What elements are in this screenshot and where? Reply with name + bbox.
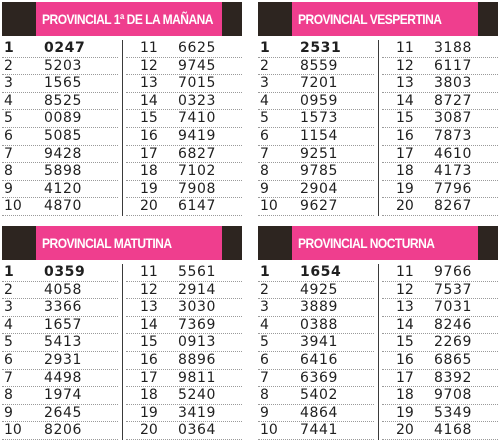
result-row <box>126 405 242 423</box>
result-row <box>258 352 374 370</box>
position-number: 2 <box>260 281 269 298</box>
position-number: 18 <box>140 387 158 404</box>
winning-number: 2269 <box>434 334 473 351</box>
position-number: 8 <box>260 163 269 180</box>
results-column-right <box>382 40 498 216</box>
position-number: 6 <box>4 127 13 144</box>
result-row <box>258 198 374 216</box>
position-number: 2 <box>4 281 13 298</box>
result-row <box>258 146 374 164</box>
result-row <box>126 58 242 76</box>
position-number: 5 <box>4 110 13 127</box>
result-row <box>126 299 242 317</box>
position-number: 15 <box>140 110 158 127</box>
winning-number: 2531 <box>300 40 342 56</box>
winning-number: 5561 <box>178 264 217 280</box>
winning-number: 5898 <box>44 163 83 180</box>
position-number: 15 <box>396 334 414 351</box>
position-number: 11 <box>140 264 158 280</box>
winning-number: 3941 <box>300 334 339 351</box>
position-number: 9 <box>260 180 269 197</box>
winning-number: 7441 <box>300 422 339 439</box>
position-number: 8 <box>4 387 13 404</box>
position-number: 20 <box>396 422 414 439</box>
winning-number: 3087 <box>434 110 473 127</box>
result-row <box>258 334 374 352</box>
position-number: 1 <box>4 264 14 280</box>
winning-number: 0364 <box>178 422 217 439</box>
result-row <box>2 334 118 352</box>
position-number: 16 <box>396 351 414 368</box>
winning-number: 2904 <box>300 180 339 197</box>
position-number: 13 <box>140 75 158 92</box>
result-row <box>258 370 374 388</box>
result-row <box>2 387 118 405</box>
result-row <box>258 40 374 58</box>
winning-number: 8525 <box>44 92 83 109</box>
result-row <box>2 198 118 216</box>
result-row <box>2 58 118 76</box>
winning-number: 5203 <box>44 57 83 74</box>
result-row <box>382 334 498 352</box>
results-table <box>2 40 242 216</box>
position-number: 7 <box>260 145 269 162</box>
result-row <box>382 198 498 216</box>
position-number: 18 <box>396 163 414 180</box>
winning-number: 6625 <box>178 40 217 56</box>
result-row <box>2 181 118 199</box>
results-column-left <box>2 264 118 440</box>
winning-number: 7873 <box>434 127 473 144</box>
winning-number: 9708 <box>434 387 473 404</box>
position-number: 13 <box>140 299 158 316</box>
winning-number: 7102 <box>178 163 217 180</box>
winning-number: 8206 <box>44 422 83 439</box>
result-row <box>382 163 498 181</box>
winning-number: 1573 <box>300 110 339 127</box>
result-row <box>258 282 374 300</box>
winning-number: 8896 <box>178 351 217 368</box>
result-row <box>258 58 374 76</box>
header-dark-block <box>258 2 294 36</box>
winning-number: 0247 <box>44 40 86 56</box>
column-divider <box>378 40 379 216</box>
position-number: 20 <box>140 198 158 215</box>
winning-number: 5349 <box>434 404 473 421</box>
position-number: 6 <box>260 127 269 144</box>
result-row <box>382 264 498 282</box>
result-row <box>382 40 498 58</box>
result-row <box>2 405 118 423</box>
result-row <box>2 40 118 58</box>
position-number: 16 <box>396 127 414 144</box>
header-dark-block <box>258 226 294 260</box>
winning-number: 3030 <box>178 299 217 316</box>
winning-number: 4120 <box>44 180 83 197</box>
result-row <box>126 181 242 199</box>
winning-number: 4864 <box>300 404 339 421</box>
position-number: 3 <box>260 75 269 92</box>
winning-number: 7369 <box>178 316 217 333</box>
result-row <box>258 181 374 199</box>
result-row <box>126 40 242 58</box>
winning-number: 5413 <box>44 334 83 351</box>
position-number: 15 <box>396 110 414 127</box>
position-number: 17 <box>140 369 158 386</box>
result-row <box>258 110 374 128</box>
winning-number: 0359 <box>44 264 86 280</box>
result-row <box>2 370 118 388</box>
winning-number: 2914 <box>178 281 217 298</box>
winning-number: 9785 <box>300 163 339 180</box>
result-row <box>258 75 374 93</box>
position-number: 18 <box>396 387 414 404</box>
result-row <box>2 128 118 146</box>
position-number: 9 <box>260 404 269 421</box>
result-row <box>382 110 498 128</box>
result-row <box>258 422 374 440</box>
winning-number: 5240 <box>178 387 217 404</box>
result-row <box>258 387 374 405</box>
winning-number: 5085 <box>44 127 83 144</box>
winning-number: 4870 <box>44 198 83 215</box>
result-row <box>382 299 498 317</box>
result-row <box>2 264 118 282</box>
position-number: 18 <box>140 163 158 180</box>
position-number: 3 <box>4 75 13 92</box>
column-divider <box>122 264 123 440</box>
position-number: 14 <box>396 316 414 333</box>
header-dark-block <box>2 2 38 36</box>
position-number: 5 <box>260 110 269 127</box>
result-row <box>382 128 498 146</box>
winning-number: 0913 <box>178 334 217 351</box>
winning-number: 8727 <box>434 92 473 109</box>
result-row <box>126 146 242 164</box>
winning-number: 4168 <box>434 422 473 439</box>
results-table <box>258 264 498 440</box>
position-number: 11 <box>396 40 414 56</box>
result-row <box>126 317 242 335</box>
winning-number: 7537 <box>434 281 473 298</box>
result-row <box>382 387 498 405</box>
results-column-right <box>126 264 242 440</box>
result-row <box>2 75 118 93</box>
winning-number: 0388 <box>300 316 339 333</box>
position-number: 3 <box>260 299 269 316</box>
panel-provincial-vespertina <box>258 2 498 220</box>
winning-number: 0089 <box>44 110 83 127</box>
position-number: 13 <box>396 75 414 92</box>
results-table <box>258 40 498 216</box>
winning-number: 4925 <box>300 281 339 298</box>
winning-number: 7031 <box>434 299 473 316</box>
position-number: 17 <box>396 145 414 162</box>
position-number: 1 <box>4 40 14 56</box>
header-dark-block <box>222 226 242 260</box>
position-number: 9 <box>4 404 13 421</box>
winning-number: 1565 <box>44 75 83 92</box>
winning-number: 8559 <box>300 57 339 74</box>
winning-number: 9419 <box>178 127 217 144</box>
result-row <box>126 93 242 111</box>
position-number: 10 <box>4 198 22 215</box>
results-column-left <box>2 40 118 216</box>
winning-number: 7796 <box>434 180 473 197</box>
winning-number: 7015 <box>178 75 217 92</box>
winning-number: 1654 <box>300 264 342 280</box>
result-row <box>382 370 498 388</box>
position-number: 1 <box>260 264 270 280</box>
panel-title: PROVINCIAL MATUTINA <box>42 235 172 251</box>
position-number: 16 <box>140 127 158 144</box>
winning-number: 7410 <box>178 110 217 127</box>
result-row <box>126 75 242 93</box>
winning-number: 3889 <box>300 299 339 316</box>
panel-provincial-nocturna <box>258 226 498 444</box>
position-number: 19 <box>140 180 158 197</box>
position-number: 11 <box>396 264 414 280</box>
winning-number: 6865 <box>434 351 473 368</box>
winning-number: 2931 <box>44 351 83 368</box>
result-row <box>258 128 374 146</box>
winning-number: 8246 <box>434 316 473 333</box>
result-row <box>2 110 118 128</box>
position-number: 4 <box>4 316 13 333</box>
position-number: 14 <box>396 92 414 109</box>
winning-number: 3419 <box>178 404 217 421</box>
winning-number: 9745 <box>178 57 217 74</box>
position-number: 2 <box>4 57 13 74</box>
winning-number: 7201 <box>300 75 339 92</box>
result-row <box>126 282 242 300</box>
position-number: 13 <box>396 299 414 316</box>
result-row <box>258 405 374 423</box>
winning-number: 1657 <box>44 316 83 333</box>
result-row <box>382 181 498 199</box>
position-number: 12 <box>396 57 414 74</box>
result-row <box>258 317 374 335</box>
result-row <box>126 198 242 216</box>
result-row <box>126 387 242 405</box>
position-number: 20 <box>140 422 158 439</box>
position-number: 11 <box>140 40 158 56</box>
position-number: 9 <box>4 180 13 197</box>
result-row <box>258 264 374 282</box>
result-row <box>2 146 118 164</box>
result-row <box>382 422 498 440</box>
position-number: 6 <box>4 351 13 368</box>
position-number: 4 <box>260 316 269 333</box>
results-column-left <box>258 40 374 216</box>
winning-number: 3803 <box>434 75 473 92</box>
position-number: 16 <box>140 351 158 368</box>
winning-number: 9811 <box>178 369 217 386</box>
position-number: 4 <box>4 92 13 109</box>
winning-number: 8392 <box>434 369 473 386</box>
panel-title: PROVINCIAL VESPERTINA <box>298 11 442 27</box>
result-row <box>126 163 242 181</box>
position-number: 19 <box>396 404 414 421</box>
result-row <box>2 299 118 317</box>
position-number: 7 <box>260 369 269 386</box>
position-number: 7 <box>4 145 13 162</box>
panel-provincial-matutina <box>2 226 242 444</box>
result-row <box>2 422 118 440</box>
winning-number: 1974 <box>44 387 83 404</box>
result-row <box>126 370 242 388</box>
panel-header <box>258 2 498 36</box>
position-number: 17 <box>396 369 414 386</box>
column-divider <box>378 264 379 440</box>
position-number: 8 <box>4 163 13 180</box>
panel-header <box>2 2 242 36</box>
result-row <box>382 58 498 76</box>
result-row <box>382 317 498 335</box>
position-number: 6 <box>260 351 269 368</box>
result-row <box>126 128 242 146</box>
panel-header <box>258 226 498 260</box>
winning-number: 6827 <box>178 145 217 162</box>
result-row <box>382 146 498 164</box>
position-number: 10 <box>4 422 22 439</box>
winning-number: 6416 <box>300 351 339 368</box>
result-row <box>258 93 374 111</box>
position-number: 5 <box>260 334 269 351</box>
winning-number: 9251 <box>300 145 339 162</box>
winning-number: 4498 <box>44 369 83 386</box>
winning-number: 3188 <box>434 40 473 56</box>
winning-number: 3366 <box>44 299 83 316</box>
winning-number: 9627 <box>300 198 339 215</box>
result-row <box>258 163 374 181</box>
winning-number: 4610 <box>434 145 473 162</box>
winning-number: 2645 <box>44 404 83 421</box>
result-row <box>2 163 118 181</box>
result-row <box>382 75 498 93</box>
result-row <box>258 299 374 317</box>
panel-title: PROVINCIAL 1ª DE LA MAÑANA <box>42 11 213 27</box>
result-row <box>382 405 498 423</box>
position-number: 3 <box>4 299 13 316</box>
result-row <box>2 282 118 300</box>
winning-number: 6147 <box>178 198 217 215</box>
panel-provincial-primera-manana <box>2 2 242 220</box>
winning-number: 8267 <box>434 198 473 215</box>
position-number: 2 <box>260 57 269 74</box>
winning-number: 6369 <box>300 369 339 386</box>
position-number: 14 <box>140 316 158 333</box>
result-row <box>2 352 118 370</box>
winning-number: 9766 <box>434 264 473 280</box>
result-row <box>2 93 118 111</box>
result-row <box>126 334 242 352</box>
position-number: 14 <box>140 92 158 109</box>
header-dark-block <box>222 2 242 36</box>
result-row <box>126 110 242 128</box>
position-number: 15 <box>140 334 158 351</box>
result-row <box>126 422 242 440</box>
position-number: 20 <box>396 198 414 215</box>
position-number: 7 <box>4 369 13 386</box>
column-divider <box>122 40 123 216</box>
position-number: 12 <box>140 57 158 74</box>
winning-number: 1154 <box>300 127 339 144</box>
position-number: 1 <box>260 40 270 56</box>
panel-header <box>2 226 242 260</box>
header-dark-block <box>478 226 498 260</box>
header-dark-block <box>2 226 38 260</box>
results-column-left <box>258 264 374 440</box>
position-number: 12 <box>396 281 414 298</box>
results-table <box>2 264 242 440</box>
result-row <box>2 317 118 335</box>
position-number: 4 <box>260 92 269 109</box>
winning-number: 0323 <box>178 92 217 109</box>
position-number: 12 <box>140 281 158 298</box>
winning-number: 6117 <box>434 57 473 74</box>
header-dark-block <box>478 2 498 36</box>
winning-number: 5402 <box>300 387 339 404</box>
position-number: 19 <box>396 180 414 197</box>
winning-number: 0959 <box>300 92 339 109</box>
winning-number: 9428 <box>44 145 83 162</box>
result-row <box>126 352 242 370</box>
result-row <box>382 352 498 370</box>
winning-number: 7908 <box>178 180 217 197</box>
results-column-right <box>126 40 242 216</box>
position-number: 8 <box>260 387 269 404</box>
result-row <box>382 93 498 111</box>
result-row <box>382 282 498 300</box>
position-number: 10 <box>260 198 278 215</box>
position-number: 17 <box>140 145 158 162</box>
result-row <box>126 264 242 282</box>
winning-number: 4058 <box>44 281 83 298</box>
position-number: 5 <box>4 334 13 351</box>
position-number: 19 <box>140 404 158 421</box>
results-column-right <box>382 264 498 440</box>
panel-title: PROVINCIAL NOCTURNA <box>298 235 435 251</box>
position-number: 10 <box>260 422 278 439</box>
winning-number: 4173 <box>434 163 473 180</box>
